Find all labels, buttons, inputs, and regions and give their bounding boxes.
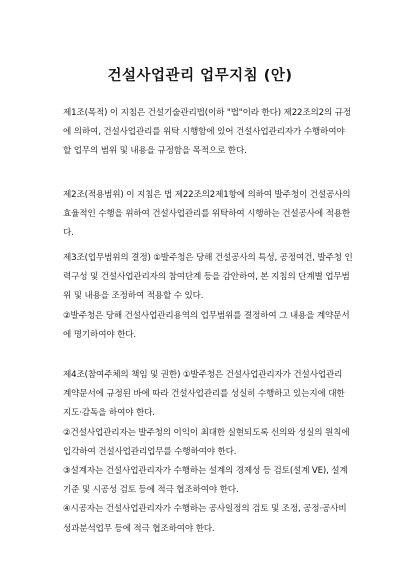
article-1-paragraph: 제1조(목적) 이 지침은 건설기술관리법(이하 "법"이라 한다) 제22조의2의 규정에 의하여, 건설사업관리를 위탁 시행함에 있어 건설사업관리자가 수행하여야 할 업무의 범위 및 내용을 규정함을 목적으로 한다. (63, 108, 352, 157)
article-2-paragraph: 제2조(적용범위) 이 지침은 법 제22조의2제1항에 의하여 발주청이 건설공사의 효율적인 수행을 위하여 건설사업관리를 위탁하여 시행하는 건설공사에 적용한다. (63, 190, 351, 239)
document-title: 건설사업관리 업무지침 (안) (107, 68, 293, 84)
article-4-paragraph-2: ②건설사업관리자는 발주청의 이익이 최대한 실현되도록 신의와 성실의 원칙에 입각하여 건설사업관리업무를 수행하여야 한다. (63, 427, 350, 457)
article-4-paragraph-3: ③설계자는 건설사업관리자가 수행하는 설계의 경제성 등 검토(설계 VE), 설계기준 및 시공성 검토 등에 적극 협조하여야 한다. (63, 466, 348, 496)
article-2 (63, 186, 353, 244)
article-4-paragraph-1: 제4조(참여주체의 책임 및 권한) ①발주청은 건설사업관리자가 건설사업관리 계약문서에 규정된 바에 따라 건설사업관리를 성실히 수행하고 있는지에 대한 지도·감독을 하여야 한다. (63, 370, 345, 419)
article-4 (63, 366, 353, 539)
article-4-paragraph-4: ④시공자는 건설사업관리자가 수행하는 공사일정의 검토 및 조정, 공정·공사비 성과분석업무 등에 적극 협조하여야 한다. (63, 504, 347, 534)
article-1 (63, 104, 353, 162)
article-3-paragraph-2: ②발주청은 당해 건설사업관리용역의 업무범위를 결정하여 그 내용을 계약문서에 명기하여야 한다. (63, 310, 350, 340)
article-3 (63, 249, 353, 345)
article-3-paragraph-1: 제3조(업무범위의 결정) ①발주청은 당해 건설공사의 특성, 공정여건, 발주청 인력구성 및 건설사업관리자의 참여단계 등을 감안하여, 본 지침의 단계별 업무범위 및 내용을 조정하여 적용할 수 있다. (63, 253, 353, 302)
